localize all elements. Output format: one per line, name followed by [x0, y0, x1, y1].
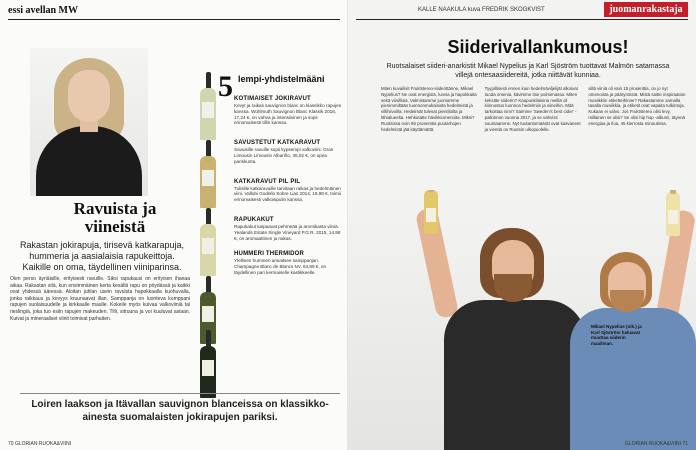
wine-heading: SAVUSTETUT KATKARAVUT — [234, 140, 321, 147]
wine-entry — [234, 96, 342, 126]
photo-caption: Mikael Nypelius (oik.) ja Karl Sjöström haluavat muuttaa siiderin maailman. — [591, 324, 642, 346]
wine-heading: KOTIMAISET JOKIRAVUT — [234, 96, 311, 102]
wine-entry — [234, 140, 342, 164]
wine-entry — [234, 179, 342, 203]
author-header: essi avellan MW — [8, 5, 78, 16]
wine-text: Rapukakut kaipaavat pehmeää ja aromikasta viiniä. Yealands Estate Single Vineyard P.G.R. 2015, 14,98 €, on aromaattinen ja raikas. — [234, 223, 341, 241]
header-rule — [8, 19, 340, 20]
page-number-left: 70 GLORIAN RUOKA&VIINI — [8, 441, 72, 447]
wine-bottle-5 — [200, 330, 216, 398]
author-portrait — [30, 48, 148, 196]
lead-left: Rakastan jokirapuja, tirisevä katkarapuja, hummeria ja aasialaisia rapukeittoja. Kaikille on oma, täydellinen viiniparinsa. — [19, 240, 185, 272]
wine-text: Ylellinen hummeri ansaitsee samppanjan. Champagne Blanc de Blancs NV, 64,89 €, on täydellinen pari kermaiselle kastikkeelle. — [234, 258, 327, 275]
wine-bottle-1 — [200, 72, 216, 140]
wine-text: Savuisille ravuille sopii kypsempi valkoviini. Gran Limousin Limousin Albariño, 35,02 €, on upea pariskunta. — [234, 147, 334, 164]
wine-heading: RAPUKAKUT — [234, 216, 274, 223]
body-text-left: Olen perso äyriäisille, erityisesti ravuille. Siksi rapukausi on erityisen ihanaa aikaa. Rakastan sitä, kun ensimmäinen kerta kesällä rapu on pöydässä ja kaikki ovat yhdessä ääressä. Aloitan juhlan usein ravuista hapokkaalla kuohuvalla, jonka raikkaus ja kevyys kruunaavat illan. Samppanja on luonteva kumppani rapujen suolaisuudelle ja kirkkaalle maulle. Kokeile myös kuivaa valkoviiniä tai rieslingiä, joka tuo esiin rapujen makeuden. Tilli, sitruuna ja voi kuuluvat asiaan. Kuivat ja mineraaliset viinit toimivat parhaiten. — [10, 276, 190, 322]
interview-col-3: sillä viiniä oli vain 15 prosenttia, on jo nyt omenoista ja päärynöistä. Mistä saitte inspiraation musiikkiin etiketteihinne? Rakastamme samalla tavalla musiikkia, ja etiketit ovat vapaita tulkintoja. Kukaan ei valvo. Jos Fruktstereo olisi levy, millainen se olisi? Se olisi hip hop -albumi, täynnä energiaa ja iloa, 45 kierrosta minuutissa. — [588, 86, 686, 126]
article-title-right: Siiderivallankumous! — [447, 37, 629, 57]
interview-columns — [381, 86, 686, 132]
wine-text: Kevyt ja raikas sauvignon blanc on klassikko rapujen kanssa. Wohlmuth Sauvignon Blanc Klassik 2016, 17,24 €, on vahva ja intensiivinen ja sopii erinomaisesti tillin kanssa. — [234, 103, 342, 126]
wine-list — [234, 96, 342, 281]
interview-col-1: Miten kuvailisit Fruktstereo-siiderittänne, Mikael Nypelius? Ne ovat energisiä, luovia ja hapokkaita sekä viinillisiä. Valmistamme juomamme pienimmiltään luonnonmukaisista hedelmistä ja villihiivoilla. Hedelmät tulevat pientiloilta ja lähialueelta. Hehkutatte hävikkiomenoita. Miksi? Ruotsissa noin 95 prosenttia puutarhojen hedelmistä jää käyttämättä. — [381, 86, 477, 132]
cider-bottle-right — [666, 192, 680, 236]
section-tag: juomanrakastaja — [604, 2, 688, 17]
wine-bottle-2 — [200, 140, 216, 208]
header-rule — [356, 19, 688, 20]
five-number: 5 — [218, 70, 233, 103]
wine-text: Tulisille katkaravuille tarvitaan raikas ja hedelmäinen viini. Vallobi Godello Sobre Lias 2014, 19,99 €, toimii erinomaisesti valkosipulin kanssa. — [234, 185, 341, 203]
cider-bottle-left — [424, 190, 438, 234]
wine-heading: HUMMERI THERMIDOR — [234, 251, 305, 258]
interview-col-2: Tyypillisesti ennen kuin hedelmäviljelijät alkoivat tuoda omenia, kävimme itse poimimassa. Miten keksitte siiderin? Kaupunkilaisina meillä oli kiinnostus luonnon hedelmiin ja viineihin. Mitä tarkoittaa nimi? Saimme 'Sweden's best cider' -palkinnon vuonna 2017, ja se vahvisti suuntaamme. Nyt tuotantomäärät ovat kasvaneet ja vientiä on Ruotsin ulkopuolelle. — [484, 86, 581, 132]
wine-entry — [234, 251, 342, 275]
article-title-left: Ravuista ja viineistä — [73, 199, 157, 236]
wine-heading: KATKARAVUT PIL PIL — [234, 178, 301, 185]
cider-makers-photo — [348, 190, 696, 450]
lead-right: Ruotsalaiset siideri-anarkistit Mikael Nypelius ja Karl Sjöström tuottavat Malmön satamassa villejä ontesaasiidereitä, jotka niittävät kunniaa. — [386, 63, 670, 79]
wine-entry — [234, 217, 342, 241]
pull-quote: Loiren laakson ja Itävallan sauvignon blanceissa on klassikko-ainesta suomalaisten jokirapujen pariksi. — [31, 399, 329, 423]
page-number-right: GLORIAN RUOKA&VIINI 71 — [624, 441, 688, 447]
five-heading: lempi-yhdistelmääni — [238, 74, 325, 84]
quote-rule — [20, 393, 340, 394]
photo-credits: KALLE NAAKULA kuva FREDRIK SKOGKVIST — [418, 7, 545, 13]
wine-bottle-3 — [200, 208, 216, 276]
right-page — [348, 0, 696, 450]
